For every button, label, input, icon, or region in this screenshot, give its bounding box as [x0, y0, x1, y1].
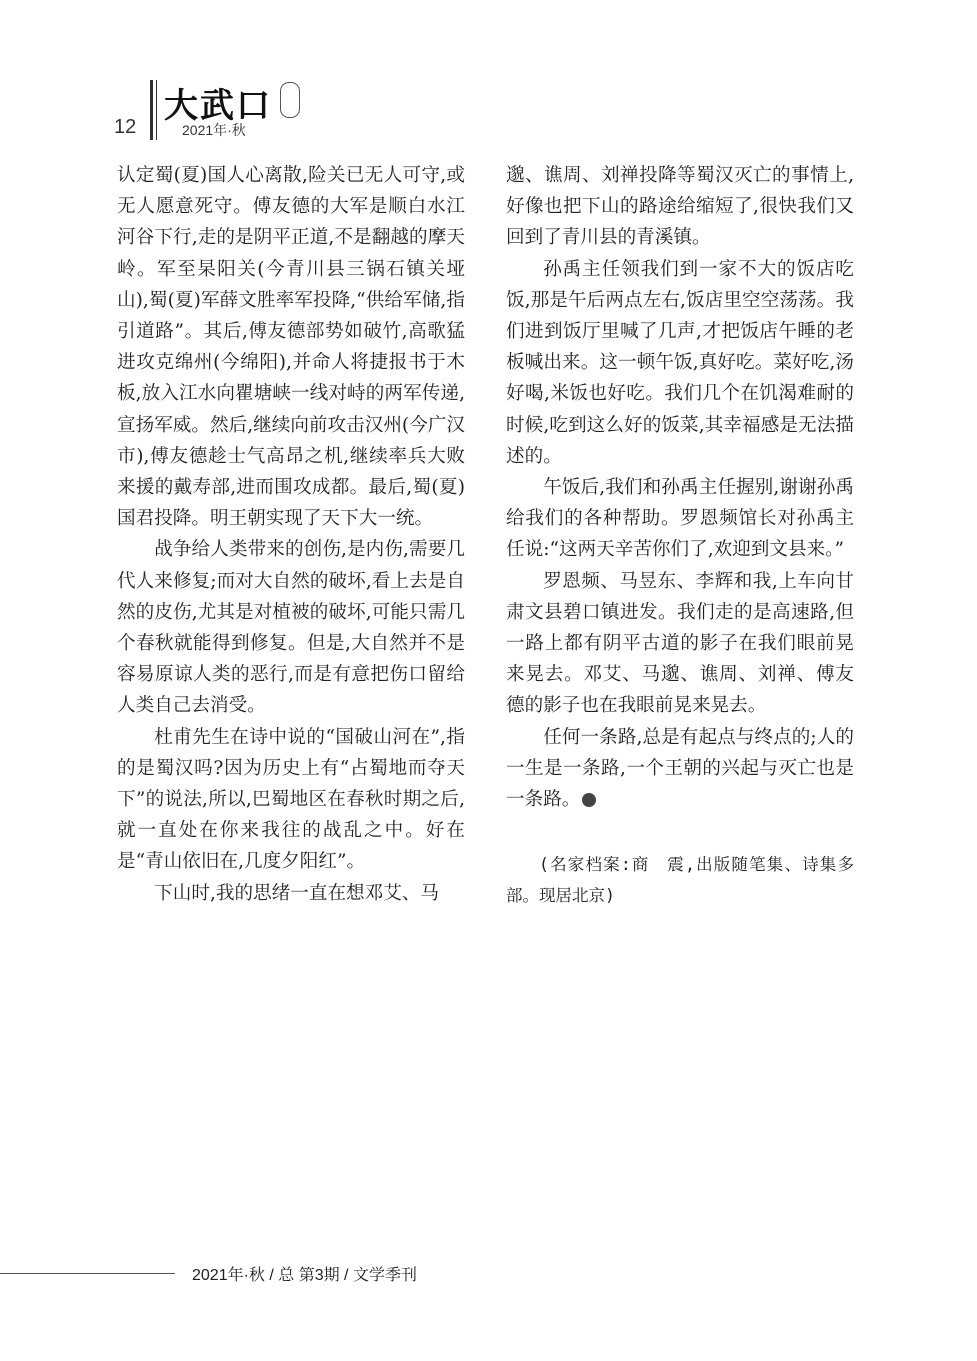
paragraph: 杜甫先生在诗中说的“国破山河在”,指的是蜀汉吗?因为历史上有“占蜀地而夺天下”的说法,所以,巴蜀地区在春秋时期之后,就一直处在你来我往的战乱之中。好在是“青山依旧在,几度夕阳红”。 — [117, 726, 465, 873]
seal-icon — [280, 82, 300, 118]
header-divider — [150, 80, 153, 140]
right-column — [506, 160, 854, 911]
page-number: 12 — [114, 116, 137, 138]
paragraph: 认定蜀(夏)国人心离散,险关已无人可守,或无人愿意死守。傅友德的大军是顺白水江河谷下行,走的是阴平正道,不是翻越的摩天岭。军至杲阳关(今青川县三锅石镇关垭山),蜀(夏)军薛文胜率军投降,“供给军储,指引道路”。其后,傅友德部势如破竹,高歌猛进攻克绵州(今绵阳),并命人将捷报书于木板,放入江水向瞿塘峡一线对峙的两军传递,宣扬军威。然后,继续向前攻击汉州(今广汉市),傅友德趁士气高昂之机,继续率兵大败来援的戴寿部,进而围攻成都。最后,蜀(夏)国君投降。明王朝实现了天下大一统。 — [117, 165, 465, 530]
paragraph: 邈、谯周、刘禅投降等蜀汉灭亡的事情上,好像也把下山的路途给缩短了,很快我们又回到了青川县的青溪镇。 — [506, 165, 854, 249]
end-mark-icon — [582, 793, 596, 807]
magazine-title: 大武口 — [164, 86, 272, 126]
header-divider-thin — [156, 80, 157, 140]
footer-text: 2021年·秋 / 总 第3期 / 文学季刊 — [192, 1267, 417, 1284]
paragraph: 战争给人类带来的创伤,是内伤,需要几代人来修复;而对大自然的破坏,看上去是自然的皮伤,尤其是对植被的破坏,可能只需几个春秋就能得到修复。但是,大自然并不是容易原谅人类的恶行,而是有意把伤口留给人类自己去消受。 — [117, 539, 465, 717]
issue-label: 2021年·秋 — [182, 122, 246, 138]
paragraph: 罗恩频、马昱东、李辉和我,上车向甘肃文县碧口镇进发。我们走的是高速路,但一路上都有阴平古道的影子在我们眼前晃来晃去。邓艾、马邈、谯周、刘禅、傅友德的影子也在我眼前晃来晃去。 — [506, 570, 854, 717]
paragraph: 午饭后,我们和孙禹主任握别,谢谢孙禹给我们的各种帮助。罗恩频馆长对孙禹主任说:“这两天辛苦你们了,欢迎到文县来。” — [506, 477, 854, 561]
final-paragraph-text: 任何一条路,总是有起点与终点的;人的一生是一条路,一个王朝的兴起与灭亡也是一条路。 — [506, 726, 854, 811]
footer-rule — [0, 1273, 175, 1274]
paragraph: 下山时,我的思绪一直在想邓艾、马 — [154, 882, 440, 904]
paragraph: 孙禹主任领我们到一家不大的饭店吃饭,那是午后两点左右,饭店里空空荡荡。我们进到饭厅里喊了几声,才把饭店午睡的老板喊出来。这一顿午饭,真好吃。菜好吃,汤好喝,米饭也好吃。我们几个在饥渴难耐的时候,吃到这么好的饭菜,其幸福感是无法描述的。 — [506, 258, 854, 467]
author-note: (名家档案:商 震,出版随笔集、诗集多部。现居北京) — [506, 855, 854, 906]
left-column — [117, 160, 465, 909]
page-header — [114, 78, 414, 148]
final-paragraph — [506, 722, 854, 816]
